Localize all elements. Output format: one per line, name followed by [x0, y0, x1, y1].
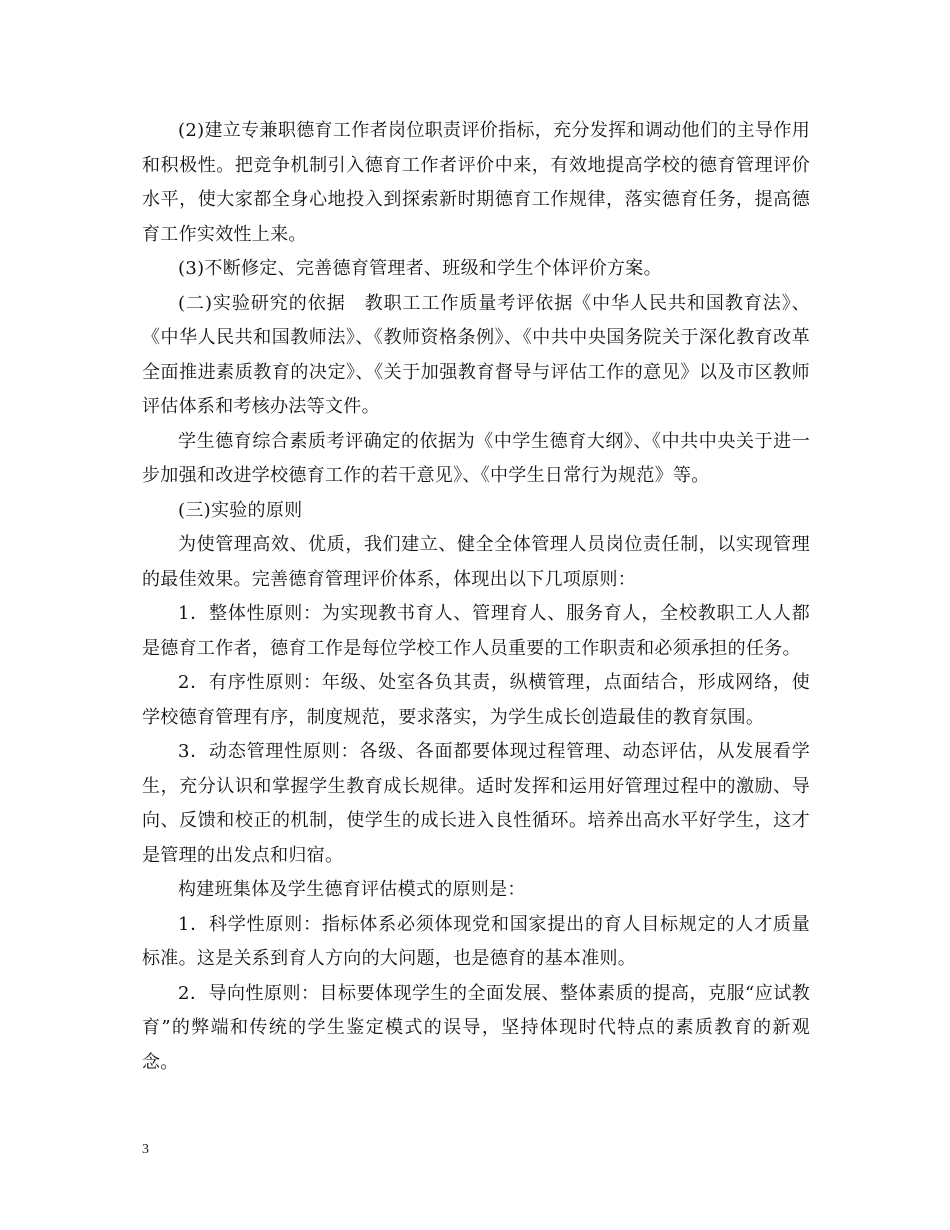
list-item: 1．整体性原则：为实现教书育人、管理育人、服务育人，全校教职工人人都是德育工作者，德育工作是每位学校工作人员重要的工作职责和必须承担的任务。	[142, 603, 810, 659]
list-item: 3．动态管理性原则：各级、各面都要体现过程管理、动态评估，从发展看学生，充分认识和掌握学生教育成长规律。适时发挥和运用好管理过程中的激励、导向、反馈和校正的机制，使学生的成长进入良性循环。培养出高水平好学生，这才是管理的出发点和归宿。	[142, 741, 810, 866]
paragraph: (二)实验研究的依据 教职工工作质量考评依据《中华人民共和国教育法》、《中华人民共和国教师法》、《教师资格条例》、《中共中央国务院关于深化教育改革全面推进素质教育的决定》、《关于加强教育督导与评估工作的意见》以及市区教师评估体系和考核办法等文件。	[142, 292, 810, 417]
page-number: 3	[142, 1142, 149, 1157]
paragraph: (2)建立专兼职德育工作者岗位职责评价指标，充分发挥和调动他们的主导作用和积极性。把竞争机制引入德育工作者评价中来，有效地提高学校的德育管理评价水平，使大家都全身心地投入到探索新时期德育工作规律，落实德育任务，提高德育工作实效性上来。	[142, 120, 810, 245]
list-item: 1．科学性原则：指标体系必须体现党和国家提出的育人目标规定的人才质量标准。这是关系到育人方向的大问题，也是德育的基本准则。	[142, 913, 810, 969]
paragraph: (3)不断修定、完善德育管理者、班级和学生个体评价方案。	[178, 258, 662, 279]
paragraph: 学生德育综合素质考评确定的依据为《中学生德育大纲》、《中共中央关于进一步加强和改进学校德育工作的若干意见》、《中学生日常行为规范》等。	[142, 430, 810, 486]
paragraph: 构建班集体及学生德育评估模式的原则是：	[178, 879, 526, 900]
document-body	[142, 114, 810, 1080]
section-heading: (三)实验的原则	[178, 499, 303, 521]
list-item: 2．有序性原则：年级、处室各负其责，纵横管理，点面结合，形成网络，使学校德育管理有序，制度规范，要求落实，为学生成长创造最佳的教育氛围。	[142, 672, 810, 728]
list-item: 2．导向性原则：目标要体现学生的全面发展、整体素质的提高，克服“应试教育”的弊端和传统的学生鉴定模式的误导，坚持体现时代特点的素质教育的新观念。	[142, 982, 810, 1073]
paragraph: 为使管理高效、优质，我们建立、健全全体管理人员岗位责任制，以实现管理的最佳效果。完善德育管理评价体系，体现出以下几项原则：	[142, 534, 810, 590]
